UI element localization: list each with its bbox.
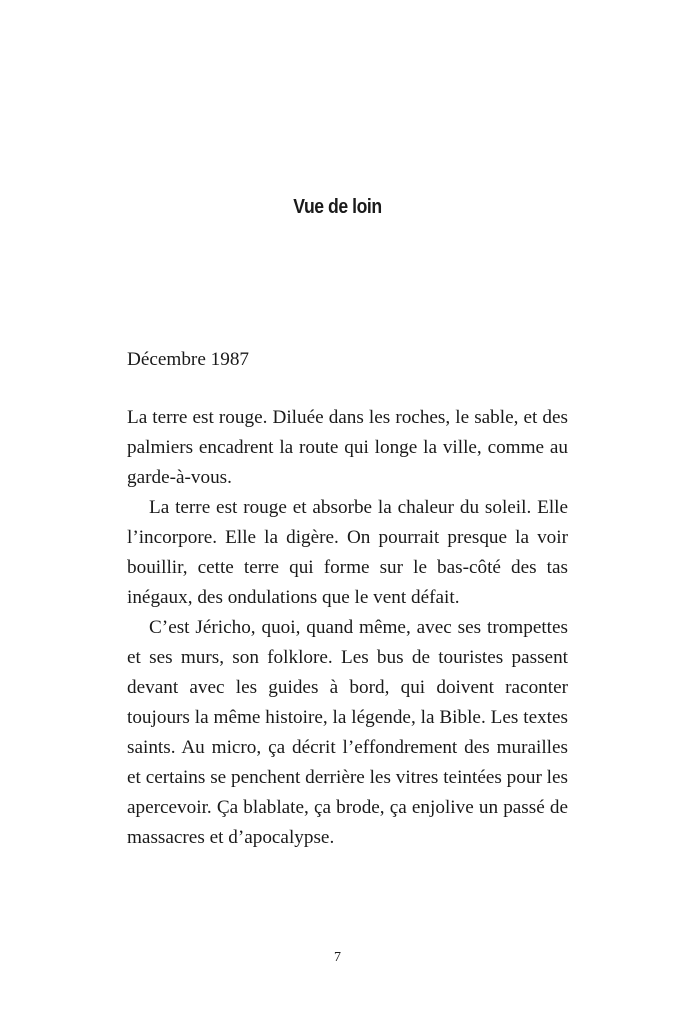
chapter-body <box>127 403 568 853</box>
paragraph-1: La terre est rouge. Diluée dans les roches, le sable, et des palmiers encadrent la route qui longe la ville, comme au garde-à-vous. <box>127 407 568 488</box>
paragraph-3: C’est Jéricho, quoi, quand même, avec ses trompettes et ses murs, son folklore. Les bus de touristes passent devant avec les guides à bord, qui doivent raconter toujours la même histoire, la légende, la Bible. Les textes saints. Au micro, ça décrit l’effondrement des murailles et certains se penchent derrière les vitres teintées pour les apercevoir. Ça blablate, ça brode, ça enjolive un passé de massacres et d’apocalypse. <box>127 617 568 848</box>
chapter-title: Vue de loin <box>293 196 382 218</box>
dateline: Décembre 1987 <box>127 349 250 370</box>
paragraph-2: La terre est rouge et absorbe la chaleur du soleil. Elle l’incorpore. Elle la digère. On pourrait presque la voir bouillir, cette terre qui forme sur le bas-côté des tas inégaux, des ondulations que le vent défait. <box>127 497 568 608</box>
page-number: 7 <box>334 950 341 965</box>
